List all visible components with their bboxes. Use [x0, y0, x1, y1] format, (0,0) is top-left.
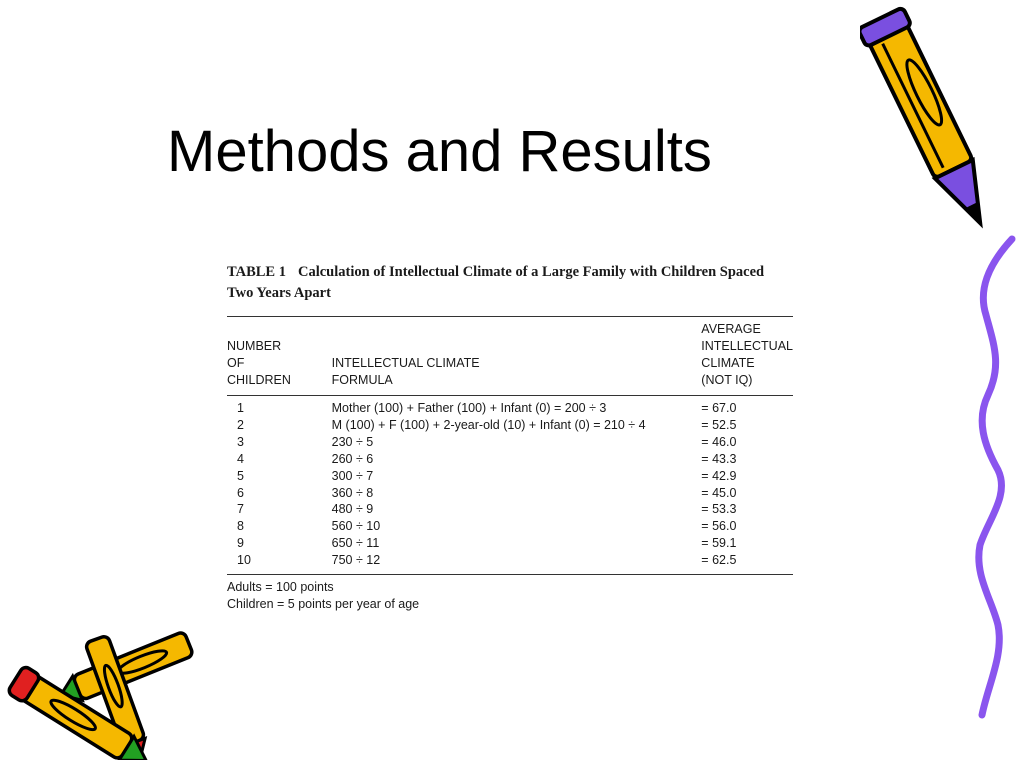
cell-children: 10 — [237, 553, 251, 568]
cell-average: = 43.3 — [701, 451, 737, 466]
table-notes — [227, 579, 793, 613]
cell-formula: Mother (100) + Father (100) + Infant (0) = 200 ÷ 3 — [331, 401, 607, 415]
table-label: TABLE 1 — [227, 264, 286, 280]
note-children: Children = 5 points per year of age — [227, 597, 420, 612]
table-row — [227, 451, 793, 468]
cell-children: 6 — [237, 485, 244, 500]
cell-average: = 62.5 — [701, 553, 737, 568]
data-table-figure — [227, 262, 793, 613]
table-row — [227, 501, 793, 518]
intellectual-climate-table — [227, 317, 793, 575]
header-average: AVERAGE INTELLECTUAL CLIMATE (NOT IQ) — [701, 322, 793, 387]
cell-children: 2 — [237, 417, 244, 432]
table-row — [227, 417, 793, 434]
cell-average: = 45.0 — [701, 485, 737, 500]
table-row — [227, 468, 793, 485]
cell-formula: 650 ÷ 11 — [331, 536, 380, 551]
crayon-icon — [2, 618, 207, 760]
cell-average: = 56.0 — [701, 519, 737, 534]
cell-formula: 480 ÷ 9 — [331, 502, 374, 517]
table-header-row — [227, 317, 793, 396]
cell-formula: 300 ÷ 7 — [331, 468, 374, 483]
cell-average: = 52.5 — [701, 417, 737, 432]
pencil-icon — [860, 2, 1005, 247]
cell-children: 7 — [237, 502, 244, 517]
header-number-of-children: NUMBER OF CHILDREN — [227, 339, 291, 387]
cell-children: 1 — [237, 401, 244, 415]
table-row — [227, 434, 793, 451]
cell-formula: 360 ÷ 8 — [331, 485, 374, 500]
slide-title: Methods and Results — [167, 119, 712, 184]
cell-children: 4 — [237, 451, 244, 466]
cell-average: = 42.9 — [701, 468, 737, 483]
cell-average: = 46.0 — [701, 434, 737, 449]
table-row — [227, 485, 793, 502]
cell-formula: M (100) + F (100) + 2-year-old (10) + Infant (0) = 210 ÷ 4 — [331, 417, 646, 432]
cell-children: 3 — [237, 434, 244, 449]
cell-children: 9 — [237, 536, 244, 551]
cell-average: = 53.3 — [701, 502, 737, 517]
cell-average: = 67.0 — [701, 401, 737, 415]
cell-children: 5 — [237, 468, 244, 483]
cell-average: = 59.1 — [701, 536, 737, 551]
squiggle-border — [968, 235, 1024, 720]
table-row — [227, 535, 793, 552]
table-caption — [227, 262, 793, 304]
cell-formula: 560 ÷ 10 — [331, 519, 381, 534]
cell-formula: 750 ÷ 12 — [331, 553, 381, 568]
cell-formula: 230 ÷ 5 — [331, 434, 374, 449]
table-row — [227, 552, 793, 574]
note-adults: Adults = 100 points — [227, 580, 334, 595]
cell-formula: 260 ÷ 6 — [331, 451, 374, 466]
table-row — [227, 396, 793, 417]
header-formula: INTELLECTUAL CLIMATE FORMULA — [331, 356, 480, 387]
table-row — [227, 518, 793, 535]
table-caption-text: Calculation of Intellectual Climate of a Large Family with Children Spaced Two Years Apart — [227, 264, 765, 301]
cell-children: 8 — [237, 519, 244, 534]
